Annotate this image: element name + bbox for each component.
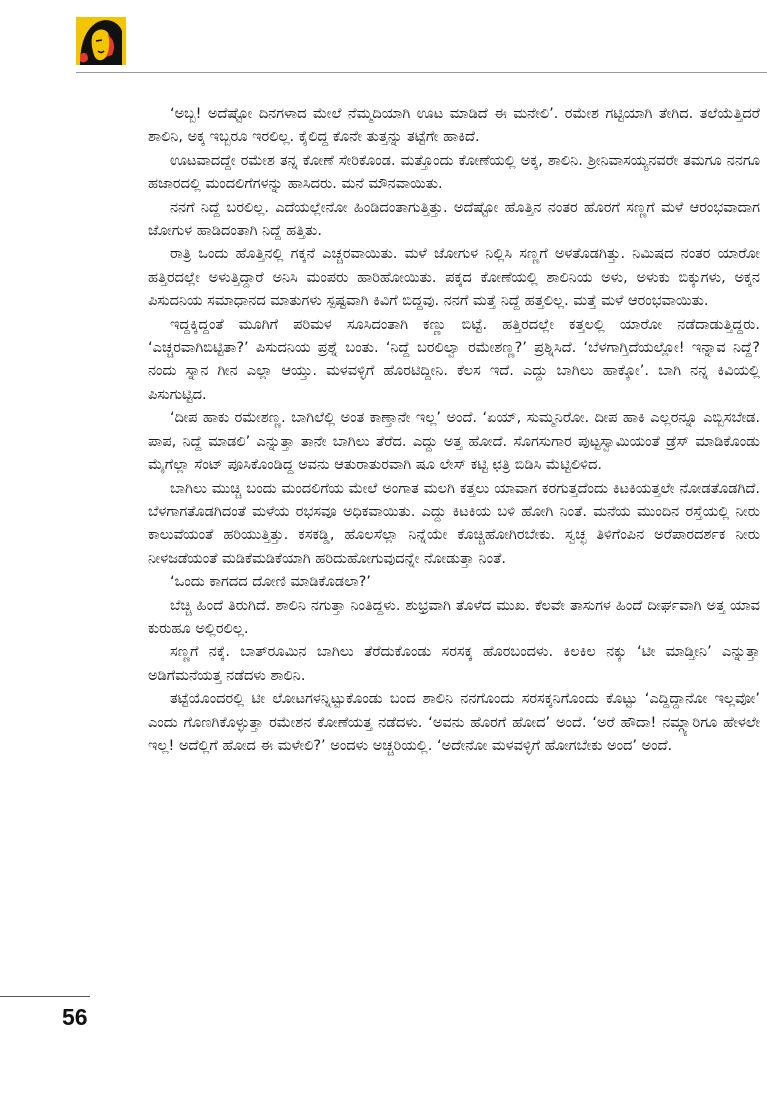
header-rule (76, 72, 767, 73)
story-text (148, 103, 760, 758)
paragraph: ‘ಅಬ್ಬ! ಅದೆಷ್ಟೋ ದಿನಗಳಾದ ಮೇಲೆ ನೆಮ್ಮದಿಯಾಗಿ ಊಟ ಮಾಡಿದೆ ಈ ಮನೇಲಿ’. ರಮೇಶ ಗಟ್ಟಿಯಾಗಿ ತೇಗಿದ. ತಲೆಯೆತ್ತಿದರೆ ಶಾಲಿನಿ, ಅಕ್ಕ ಇಬ್ಬರೂ ಇರಲಿಲ್ಲ. ಕೈಲಿದ್ದ ಕೊನೇ ತುತ್ತನ್ನು ತಟ್ಟೆಗೇ ಹಾಕಿದೆ. (148, 106, 760, 146)
paragraph: ‘ಒಂದು ಕಾಗದದ ದೋಣಿ ಮಾಡಿಕೊಡಲಾ?’ (170, 574, 371, 591)
paragraph: ನನಗೆ ನಿದ್ದೆ ಬರಲಿಲ್ಲ. ಎದೆಯಲ್ಲೇನೋ ಹಿಂಡಿದಂತಾಗುತ್ತಿತ್ತು. ಅದೆಷ್ಟೋ ಹೊತ್ತಿನ ನಂತರ ಹೊರಗೆ ಸಣ್ಣಗೆ ಮಳೆ ಆರಂಭವಾದಾಗ ಜೋಗುಳ ಹಾಡಿದಂತಾಗಿ ನಿದ್ದೆ ಹತ್ತಿತು. (148, 199, 760, 240)
paragraph: ಇದ್ದಕ್ಕಿದ್ದಂತೆ ಮೂಗಿಗೆ ಪರಿಮಳ ಸೂಸಿದಂತಾಗಿ ಕಣ್ಣು ಬಿಟ್ಟೆ. ಹತ್ತಿರದಲ್ಲೇ ಕತ್ತಲಲ್ಲಿ ಯಾರೋ ನಡೆದಾಡುತ್ತಿದ್ದರು. ‘ಎಚ್ಚರವಾಗಿಬಿಟ್ಟಿತಾ?’ ಪಿಸುದನಿಯ ಪ್ರಶ್ನೆ ಬಂತು. ‘ನಿದ್ದೆ ಬರಲಿಲ್ವಾ ರಮೇಶಣ್ಣ?’ ಪ್ರಶ್ನಿಸಿದೆ. ‘ಬೆಳಗಾಗ್ತಿದೆಯಲ್ಲೋ! ಇನ್ನಾವ ನಿದ್ದೆ? ನಂದು ಸ್ನಾನ ಗೀನ ಎಲ್ಲಾ ಆಯ್ತು. ಮಳವಳ್ಳಿಗೆ ಹೊರಟಿದ್ದೀನಿ. ಕೆಲಸ ಇದೆ. ಎದ್ದು ಬಾಗಿಲು ಹಾಕ್ಕೋ’. ಬಾಗಿ ನನ್ನ ಕಿವಿಯಲ್ಲಿ ಪಿಸುಗುಟ್ಟಿದ. (148, 316, 760, 403)
paragraph: ‘ದೀಪ ಹಾಕು ರಮೇಶಣ್ಣ. ಬಾಗಿಲೆಲ್ಲಿ ಅಂತ ಕಾಣ್ತಾನೇ ಇಲ್ಲ’ ಅಂದೆ. ‘ಏಯ್, ಸುಮ್ಮನಿರೋ. ದೀಪ ಹಾಕಿ ಎಲ್ಲರನ್ನೂ ಎಬ್ಬಿಸಬೇಡ. ಪಾಪ, ನಿದ್ದೆ ಮಾಡಲಿ’ ಎನ್ನುತ್ತಾ ತಾನೇ ಬಾಗಿಲು ತೆರೆದ. ಎದ್ದು ಅತ್ತ ಹೋದೆ. ಸೊಗಸುಗಾರ ಪುಟ್ಟಸ್ವಾಮಿಯಂತೆ ಡ್ರೆಸ್ ಮಾಡಿಕೊಂಡು ಮೈಗೆಲ್ಲಾ ಸೆಂಟ್ ಪೂಸಿಕೊಂಡಿದ್ದ ಅವನು ಆತುರಾತುರವಾಗಿ ಷೂ ಲೇಸ್ ಕಟ್ಟಿ ಛತ್ರಿ ಬಿಡಿಸಿ ಮೆಟ್ಟಿಲಿಳಿದ. (148, 410, 760, 474)
page-number: 56 (62, 1004, 88, 1030)
footer-rule (0, 996, 90, 997)
paragraph: ಬೆಚ್ಚಿ ಹಿಂದೆ ತಿರುಗಿದೆ. ಶಾಲಿನಿ ನಗುತ್ತಾ ನಿಂತಿದ್ದಳು. ಶುಭ್ರವಾಗಿ ತೊಳೆದ ಮುಖ. ಕೆಲವೇ ತಾಸುಗಳ ಹಿಂದೆ ದೀರ್ಘವಾಗಿ ಅತ್ತ ಯಾವ ಕುರುಹೂ ಅಲ್ಲಿರಲಿಲ್ಲ. (148, 597, 760, 637)
paragraph: ತಟ್ಟೆಯೊಂದರಲ್ಲಿ ಟೀ ಲೋಟಗಳನ್ನಿಟ್ಟುಕೊಂಡು ಬಂದ ಶಾಲಿನಿ ನನಗೊಂದು ಸರಸಕ್ಕನಿಗೊಂದು ಕೊಟ್ಟು ‘ಎದ್ದಿದ್ದಾನೋ ಇಲ್ಲವೋ’ ಎಂದು ಗೊಣಗಿಕೊಳ್ಳುತ್ತಾ ರಮೇಶನ ಕೋಣೆಯತ್ತ ನಡೆದಳು. ‘ಅವನು ಹೊರಗೆ ಹೋದ’ ಅಂದೆ. ‘ಅರೆ ಹೌದಾ! ನಮ್ಗ್ಯಾರಿಗೂ ಹೇಳಲೇ ಇಲ್ಲ! ಅದೆಲ್ಲಿಗೆ ಹೋದ ಈ ಮಳೇಲಿ?’ ಅಂದಳು ಅಚ್ಚರಿಯಲ್ಲಿ. ‘ಅದೇನೋ ಮಳವಳ್ಳಿಗೆ ಹೋಗಬೇಕು ಅಂದ’ ಅಂದೆ. (148, 691, 760, 754)
woman-face-logo-icon (76, 17, 126, 65)
paragraph: ಬಾಗಿಲು ಮುಚ್ಚಿ ಬಂದು ಮಂದಲಿಗೆಯ ಮೇಲೆ ಅಂಗಾತ ಮಲಗಿ ಕತ್ತಲು ಯಾವಾಗ ಕರಗುತ್ತದೆಂದು ಕಿಟಕಿಯತ್ತಲೇ ನೋಡತೊಡಗಿದೆ. ಬೆಳಗಾಗತೊಡಗಿದಂತೆ ಮಳೆಯ ರಭಸವೂ ಅಧಿಕವಾಯಿತು. ಎದ್ದು ಕಿಟಕಿಯ ಬಳಿ ಹೋಗಿ ನಿಂತೆ. ಮನೆಯ ಮುಂದಿನ ರಸ್ತೆಯಲ್ಲಿ ನೀರು ಕಾಲುವೆಯಂತೆ ಹರಿಯುತ್ತಿತ್ತು. ಕಸಕಡ್ಡಿ, ಹೊಲಸೆಲ್ಲಾ ನಿನ್ನೆಯೇ ಕೊಚ್ಚಿಹೋಗಿರಬೇಕು. ಸ್ವಚ್ಛ ತಿಳಿಗೆಂಪಿನ ಅರೆಪಾರದರ್ಶಕ ನೀರು ನೀಳಜಡೆಯಂತೆ ಮಡಿಕೆಮಡಿಕೆಯಾಗಿ ಹರಿದುಹೋಗುವುದನ್ನೇ ನೋಡುತ್ತಾ ನಿಂತೆ. (148, 480, 760, 567)
paragraph: ಸಣ್ಣಗೆ ನಕ್ಕೆ. ಬಾತ್‌ರೂಮಿನ ಬಾಗಿಲು ತೆರೆದುಕೊಂಡು ಸರಸಕ್ಕ ಹೊರಬಂದಳು. ಕಿಲಕಿಲ ನಕ್ಕು ‘ಟೀ ಮಾಡ್ತೀನಿ’ ಎನ್ನುತ್ತಾ ಅಡಿಗೆಮನೆಯತ್ತ ನಡೆದಳು ಶಾಲಿನಿ. (148, 644, 760, 684)
paragraph: ರಾತ್ರಿ ಒಂದು ಹೊತ್ತಿನಲ್ಲಿ ಗಕ್ಕನೆ ಎಚ್ಚರವಾಯಿತು. ಮಳೆ ಜೋಗುಳ ನಿಲ್ಲಿಸಿ ಸಣ್ಣಗೆ ಅಳತೊಡಗಿತ್ತು. ನಿಮಿಷದ ನಂತರ ಯಾರೋ ಹತ್ತಿರದಲ್ಲೇ ಅಳುತ್ತಿದ್ದಾರೆ ಅನಿಸಿ ಮಂಪರು ಹಾರಿಹೋಯಿತು. ಪಕ್ಕದ ಕೋಣೆಯಲ್ಲಿ ಶಾಲಿನಿಯ ಅಳು, ಅಳುಕು ಬಿಕ್ಕುಗಳು, ಅಕ್ಕನ ಪಿಸುದನಿಯ ಸಮಾಧಾನದ ಮಾತುಗಳು ಸ್ಪಷ್ಟವಾಗಿ ಕಿವಿಗೆ ಬಿದ್ದವು. ನನಗೆ ಮತ್ತೆ ನಿದ್ದೆ ಹತ್ತಲಿಲ್ಲ. ಮತ್ತೆ ಮಳೆ ಆರಂಭವಾಯಿತು. (148, 246, 760, 310)
paragraph: ಊಟವಾದದ್ದೇ ರಮೇಶ ತನ್ನ ಕೋಣೆ ಸೇರಿಕೊಂಡ. ಮತ್ತೊಂದು ಕೋಣೆಯಲ್ಲಿ ಅಕ್ಕ, ಶಾಲಿನಿ. ಶ್ರೀನಿವಾಸಯ್ಯನವರೇ ತಮಗೂ ನನಗೂ ಹಜಾರದಲ್ಲಿ ಮಂದಲಿಗೆಗಳನ್ನು ಹಾಸಿದರು. ಮನೆ ಮೌನವಾಯಿತು. (148, 152, 760, 193)
